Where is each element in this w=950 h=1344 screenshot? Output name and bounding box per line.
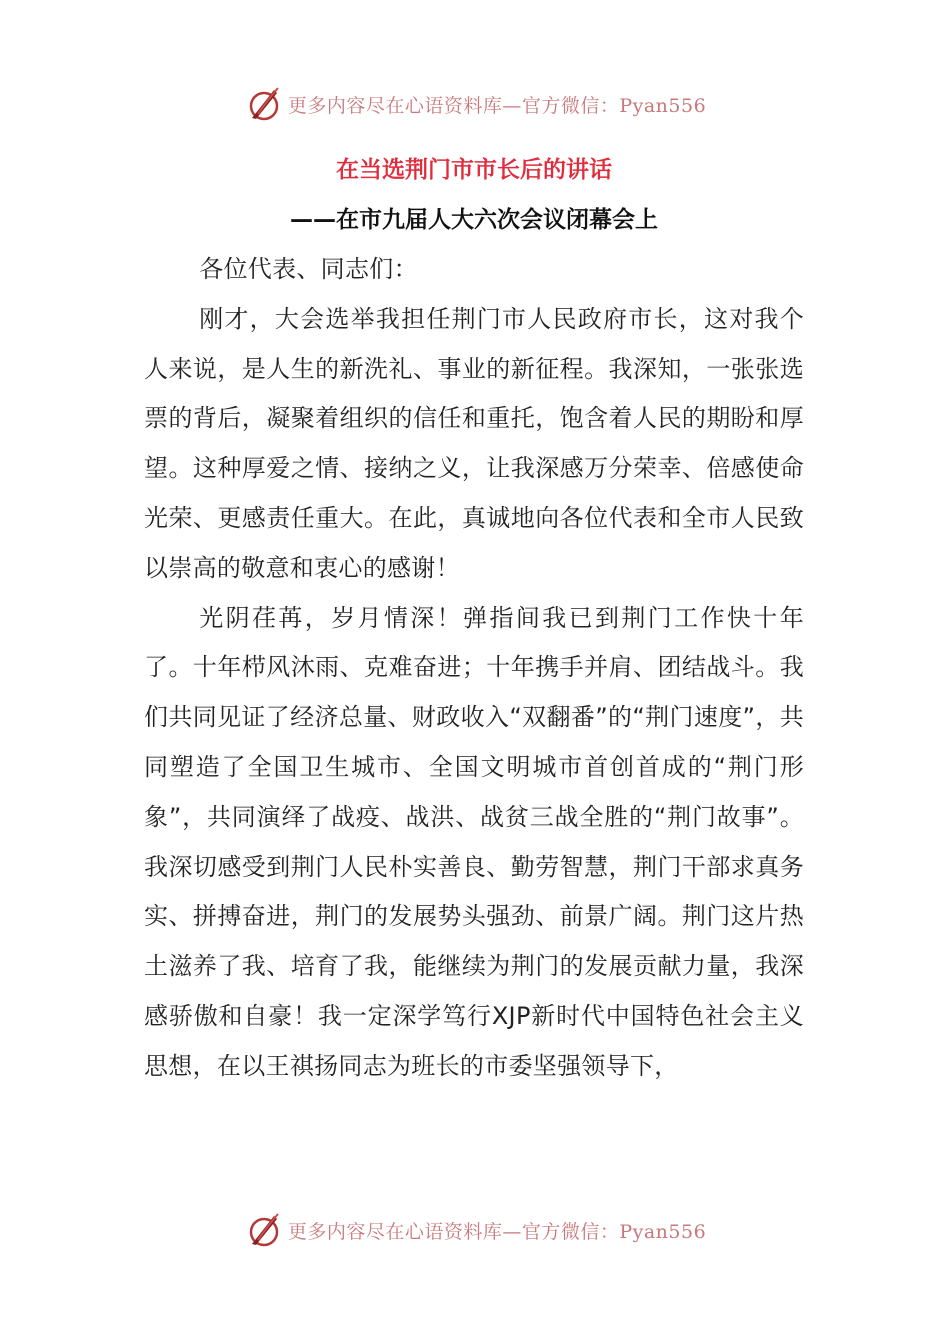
document-title: 在当选荆门市市长后的讲话 [336, 157, 612, 183]
header-watermark [0, 82, 950, 126]
watermark-text: 更多内容尽在心语资料库—官方微信：Pyan556 [287, 1220, 707, 1243]
paragraph-1: 刚才，大会选举我担任荆门市人民政府市长，这对我个人来说，是人生的新洗礼、事业的新征程。我深知，一张张选票的背后，凝聚着组织的信任和重托，饱含着人民的期盼和厚望。这种厚爱之情、接纳之义，让我深感万分荣幸、倍感使命光荣、更感责任重大。在此，真诚地向各位代表和全市人民致以崇高的敬意和衷心的感谢！ [144, 304, 804, 582]
quill-logo-icon [244, 84, 284, 124]
document-body [144, 145, 804, 1092]
paragraph-2: 光阴荏苒，岁月情深！弹指间我已到荆门工作快十年了。十年栉风沐雨、克难奋进；十年携手并肩、团结战斗。我们共同见证了经济总量、财政收入“双翻番”的“荆门速度”，共同塑造了全国卫生城市、全国文明城市首创首成的“荆门形象”，共同演绎了战疫、战洪、战贫三战全胜的“荆门故事”。我深切感受到荆门人民朴实善良、勤劳智慧，荆门干部求真务实、拼搏奋进，荆门的发展势头强劲、前景广阔。荆门这片热土滋养了我、培育了我，能继续为荆门的发展贡献力量，我深感骄傲和自豪！我一定深学笃行XJP新时代中国特色社会主义思想，在以王祺扬同志为班长的市委坚强领导下， [144, 603, 804, 1080]
quill-logo-icon [244, 1210, 284, 1250]
salutation: 各位代表、同志们： [199, 255, 418, 283]
watermark-text: 更多内容尽在心语资料库—官方微信：Pyan556 [287, 94, 707, 117]
footer-watermark [0, 1208, 950, 1252]
document-subtitle: ——在市九届人大六次会议闭幕会上 [290, 207, 658, 233]
